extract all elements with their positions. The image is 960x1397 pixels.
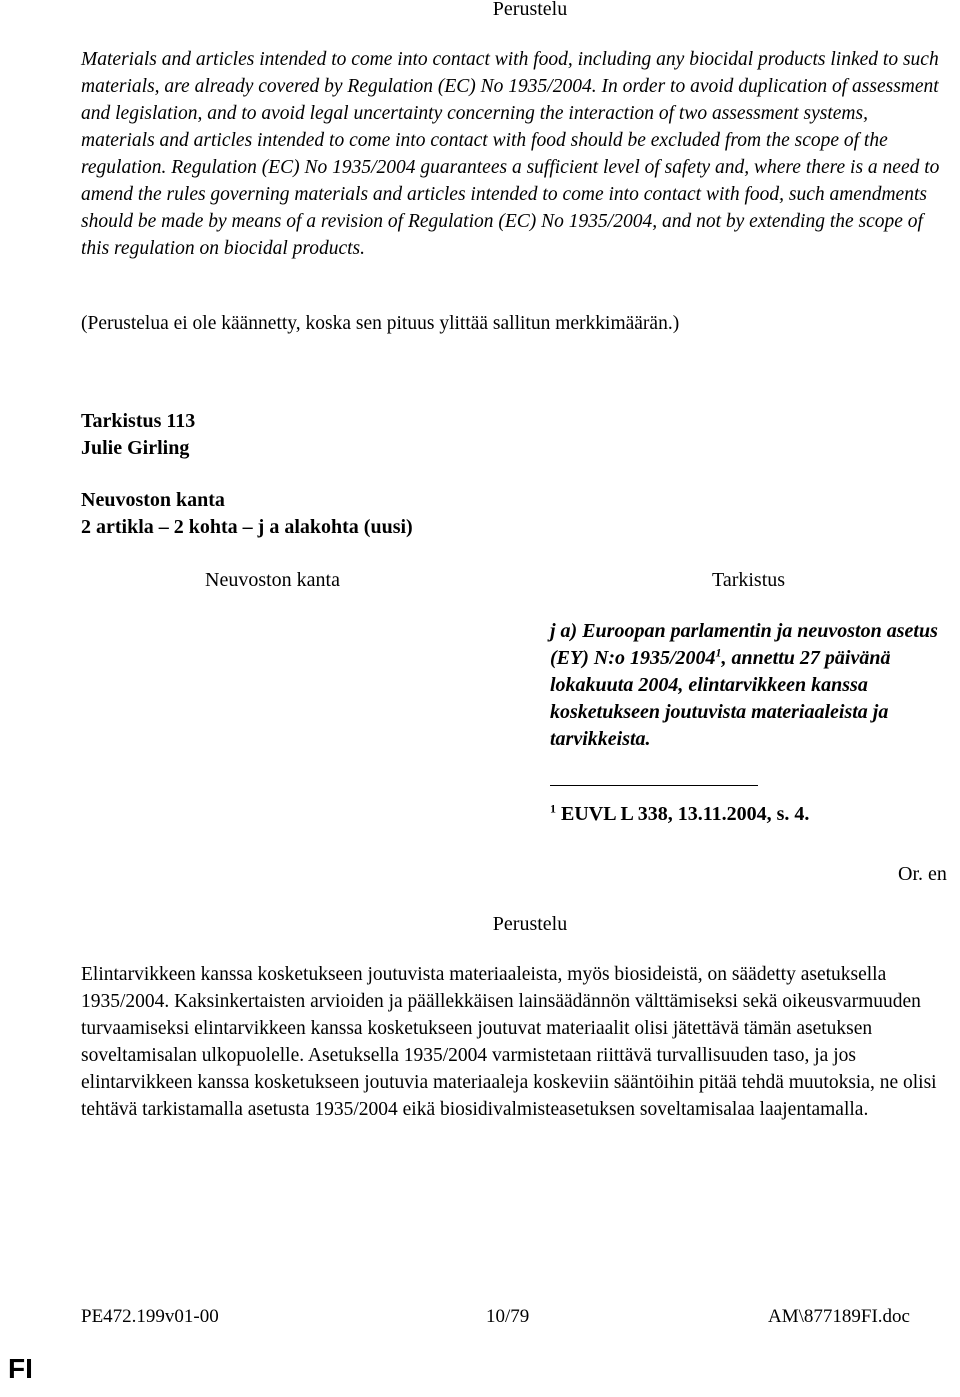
language-code: FI xyxy=(8,1353,33,1384)
footer-document-reference: PE472.199v01-00 xyxy=(81,1306,219,1327)
reason-heading: Perustelu xyxy=(492,0,568,20)
justification-finnish: Elintarvikkeen kanssa kosketukseen joutuvista materiaaleista, myös biosideistä, on säädetty asetuksella 1935/2004. Kaksinkertaisten arvioiden ja päällekkäisen lainsäädännön välttämiseksi sekä oikeusvarmuuden turvaamiseksi elintarvikkeen kanssa kosketukseen joutuvat materiaalit olisi jätettävä tämän asetuksen soveltamisalan ulkopuolelle. Asetuksella 1935/2004 varmistetaan riittävä turvallisuuden taso, ja jos elintarvikkeen kanssa kosketukseen joutuvia materiaaleja koskeviin sääntöihin pitää tehdä muutoksia, ne olisi tehtävä tarkistamalla asetusta 1935/2004 eikä biosidivalmisteasetuksen soveltamisalaa laajentamalla. xyxy=(81,964,937,1120)
not-translated-note: (Perustelua ei ole käännetty, koska sen pituus ylittää sallitun merkkimäärän.) xyxy=(81,313,680,334)
amendment-text-end: , annettu 27 päivänä lokakuuta 2004, elintarvikkeen kanssa kosketukseen joutuvista materiaaleista ja tarvikkeista. xyxy=(550,647,891,750)
footnote-marker: 1 xyxy=(550,801,556,816)
justification-heading: Perustelu xyxy=(492,913,568,935)
footnote xyxy=(550,801,809,828)
justification-english: Materials and articles intended to come into contact with food, including any biocidal products linked to such materials, are already covered by Regulation (EC) No 1935/2004. In order to avoid duplication of assessment and legislation, and to avoid legal uncertainty concerning the interaction of two assessment systems, materials and articles intended to come into contact with food should be excluded from the scope of the regulation. Regulation (EC) No 1935/2004 guarantees a sufficient level of safety and, where there is a need to amend the rules governing materials and articles intended to come into contact with food, such amendments should be made by means of a revision of Regulation (EC) No 1935/2004, and not by extending the scope of this regulation on biocidal products. xyxy=(81,49,940,259)
original-language: Or. en xyxy=(898,863,947,885)
column-header-council-position: Neuvoston kanta xyxy=(205,569,340,591)
amendment-author: Julie Girling xyxy=(81,437,190,459)
amendment-text-start: j a) Euroopan parlamentin ja neuvoston asetus (EY) N:o 1935/2004 xyxy=(550,620,938,669)
amendment-number: Tarkistus 113 xyxy=(81,410,196,432)
footnote-separator xyxy=(550,785,758,786)
footer-page-number: 10/79 xyxy=(486,1306,530,1327)
footer-file-name: AM\877189FI.doc xyxy=(768,1306,910,1327)
column-header-amendment: Tarkistus xyxy=(712,569,786,591)
footnote-reference: 1 xyxy=(715,645,722,660)
footnote-citation: EUVL L 338, 13.11.2004, s. 4. xyxy=(556,803,810,825)
council-position-title: Neuvoston kanta xyxy=(81,489,225,511)
article-reference: 2 artikla – 2 kohta – j a alakohta (uusi) xyxy=(81,516,413,538)
amendment-text xyxy=(550,618,950,753)
